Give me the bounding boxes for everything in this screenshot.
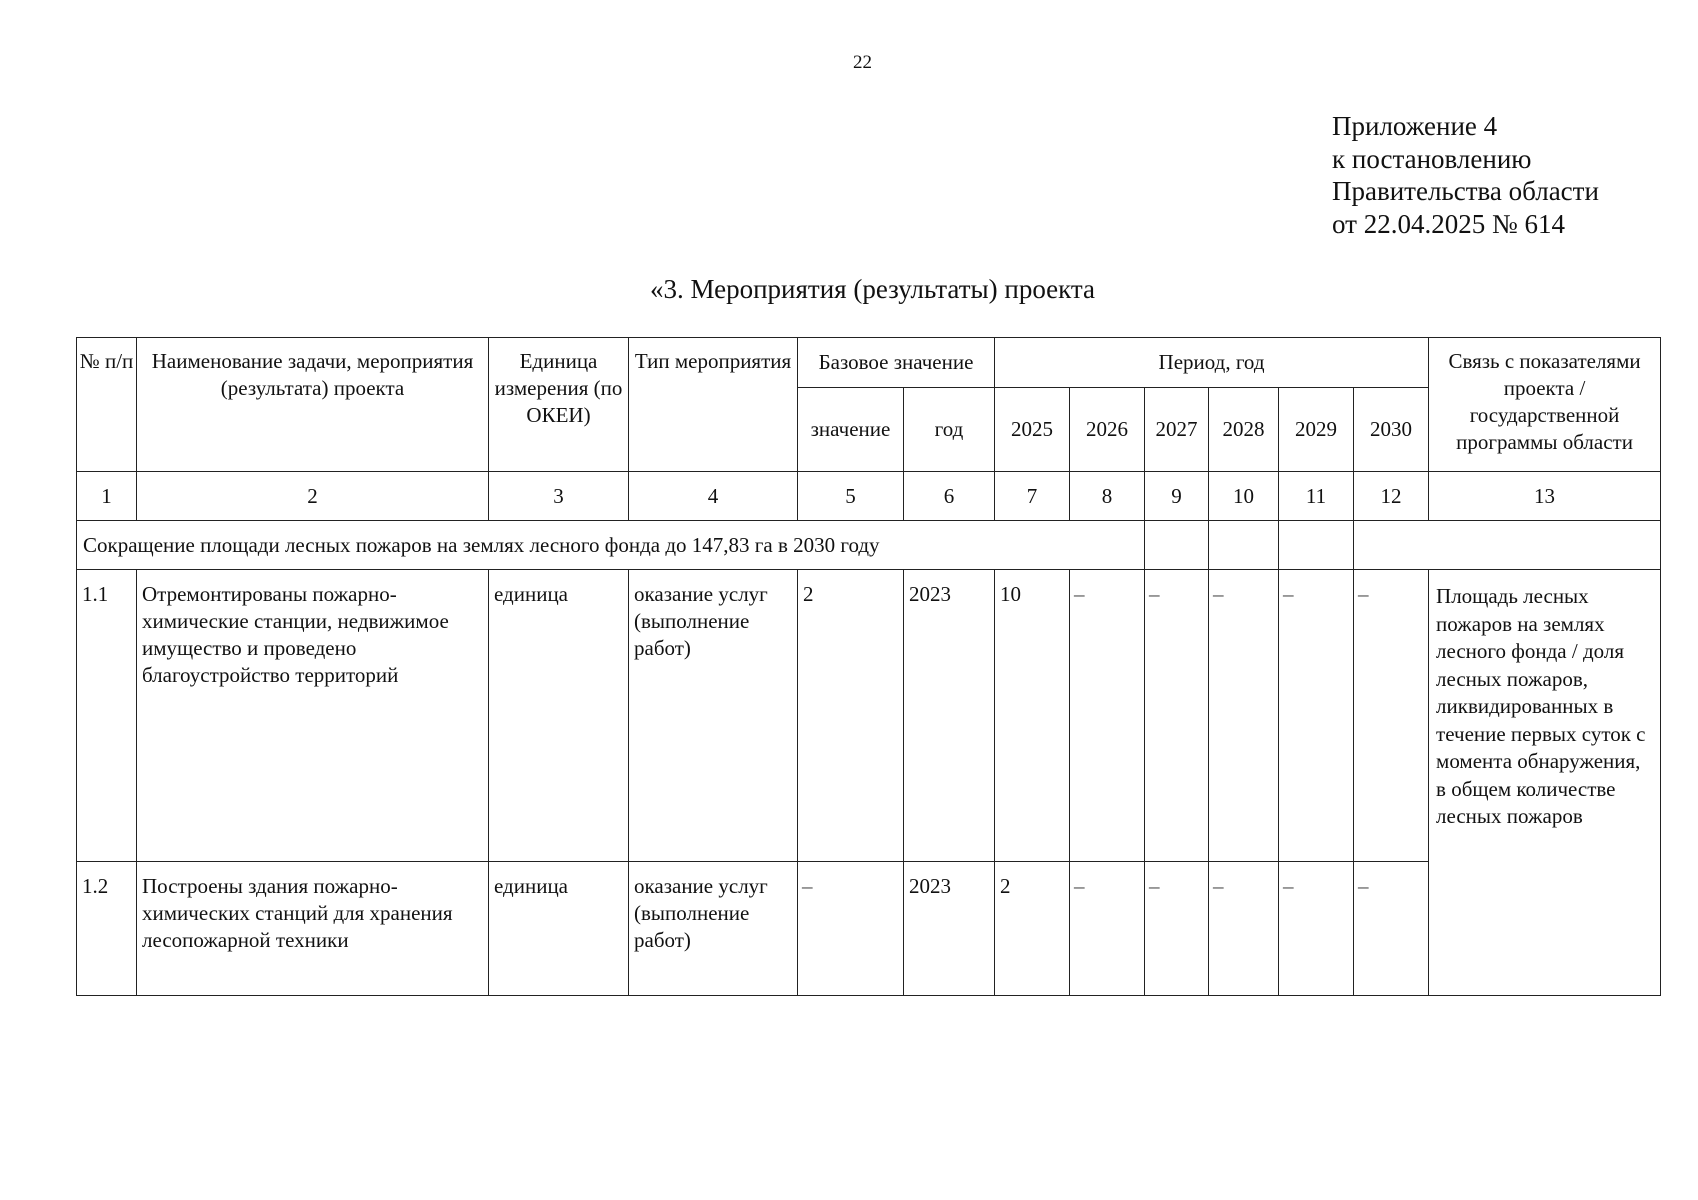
row-type: оказание услуг (выполнение работ): [629, 570, 798, 862]
header-period: Период, год: [995, 338, 1429, 388]
section-title: «3. Мероприятия (результаты) проекта: [649, 274, 1096, 304]
header-base-year: год: [904, 388, 995, 472]
header-base: Базовое значение: [798, 338, 995, 388]
page-number: 22: [853, 52, 872, 73]
row-base-value: –: [798, 862, 904, 996]
row-link: Площадь лесных пожаров на землях лесного фонда / доля лесных пожаров, ликвидированных в течение первых суток с момента обнаружения, в общем количестве лесных пожаров: [1429, 570, 1661, 996]
column-number: 4: [629, 472, 798, 521]
column-number: 7: [995, 472, 1070, 521]
header-num: № п/п: [77, 338, 137, 472]
results-table: [76, 337, 1661, 996]
column-number: 9: [1145, 472, 1209, 521]
row-name: Построены здания пожарно-химических станций для хранения лесопожарной техники: [137, 862, 489, 996]
appendix-line: Правительства области: [1332, 176, 1599, 206]
header-year: 2025: [995, 388, 1070, 472]
column-number: 12: [1354, 472, 1429, 521]
column-number: 8: [1070, 472, 1145, 521]
column-number: 6: [904, 472, 995, 521]
row-num: 1.2: [77, 862, 137, 996]
header-base-value: значение: [798, 388, 904, 472]
row-name: Отремонтированы пожарно-химические станции, недвижимое имущество и проведено благоустройство территорий: [137, 570, 489, 862]
empty-cell: [1279, 521, 1354, 570]
header-year: 2028: [1209, 388, 1279, 472]
table-row: [77, 570, 1661, 862]
row-base-value: 2: [798, 570, 904, 862]
column-number: 1: [77, 472, 137, 521]
appendix-line: к постановлению: [1332, 143, 1532, 174]
group-row: [77, 521, 1661, 570]
row-y2029: –: [1279, 570, 1354, 862]
header-type: Тип мероприятия: [629, 338, 798, 472]
empty-cell: [1354, 521, 1661, 570]
empty-cell: [1209, 521, 1279, 570]
row-type: оказание услуг (выполнение работ): [629, 862, 798, 996]
appendix-line: Приложение 4: [1332, 111, 1498, 141]
row-y2025: 2: [995, 862, 1070, 996]
table-row: [77, 862, 1661, 996]
row-base-year: 2023: [904, 570, 995, 862]
row-y2030: –: [1354, 862, 1429, 996]
column-number: 5: [798, 472, 904, 521]
appendix-line: от 22.04.2025 № 614: [1332, 208, 1565, 239]
header-name: Наименование задачи, мероприятия (результата) проекта: [137, 338, 489, 472]
row-y2028: –: [1209, 570, 1279, 862]
row-y2030: –: [1354, 570, 1429, 862]
header-year: 2026: [1070, 388, 1145, 472]
header-unit: Единица измерения (по ОКЕИ): [489, 338, 629, 472]
row-y2025: 10: [995, 570, 1070, 862]
row-y2029: –: [1279, 862, 1354, 996]
appendix-block: [1332, 110, 1599, 240]
column-number-row: [77, 472, 1661, 521]
column-number: 13: [1429, 472, 1661, 521]
row-base-year: 2023: [904, 862, 995, 996]
column-number: 10: [1209, 472, 1279, 521]
row-y2026: –: [1070, 862, 1145, 996]
row-unit: единица: [489, 862, 629, 996]
column-number: 3: [489, 472, 629, 521]
header-year: 2029: [1279, 388, 1354, 472]
empty-cell: [1145, 521, 1209, 570]
row-y2028: –: [1209, 862, 1279, 996]
column-number: 11: [1279, 472, 1354, 521]
header-link: Связь с показателями проекта / государственной программы области: [1429, 338, 1661, 472]
row-y2027: –: [1145, 570, 1209, 862]
column-number: 2: [137, 472, 489, 521]
row-y2027: –: [1145, 862, 1209, 996]
header-year: 2027: [1145, 388, 1209, 472]
group-title: Сокращение площади лесных пожаров на землях лесного фонда до 147,83 га в 2030 году: [77, 521, 1145, 570]
row-num: 1.1: [77, 570, 137, 862]
row-y2026: –: [1070, 570, 1145, 862]
header-year: 2030: [1354, 388, 1429, 472]
row-unit: единица: [489, 570, 629, 862]
